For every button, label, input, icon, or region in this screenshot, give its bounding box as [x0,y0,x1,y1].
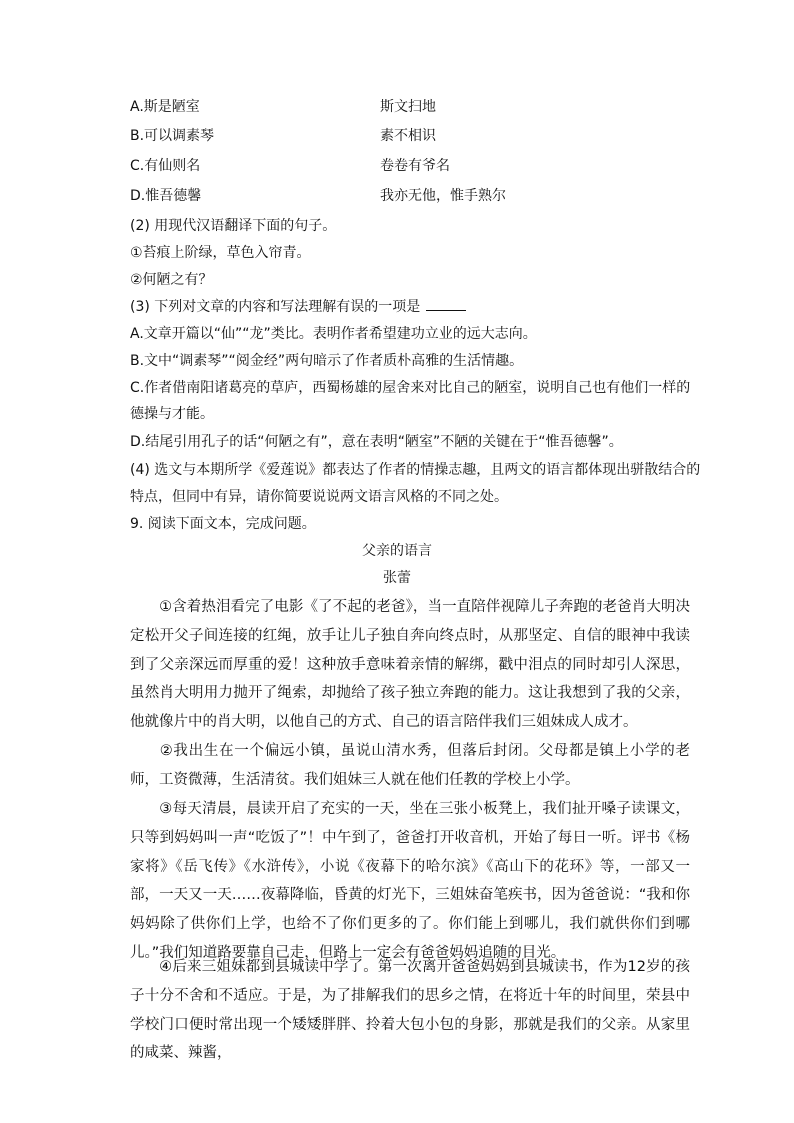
q4-line2: 特点，但同中有异，请你简要说说两文语言风格的不同之处。 [130,489,508,505]
option-b [130,126,436,146]
answer-blank[interactable] [426,298,466,311]
option-b-compare: 素不相识 [380,128,436,144]
article-title: 父亲的语言 [362,543,432,559]
option-d-label: D.惟吾德馨 [130,188,202,204]
q4-line1: (4) 选文与本期所学《爱莲说》都表达了作者的情操志趣，且两文的语言都体现出骈散结合的 [130,462,701,478]
q3-stem: (3) 下列对文章的内容和写法理解有误的一项是 [130,299,421,315]
paragraph-4-text: ④后来三姐妹都到县城读中学了。第一次离开爸爸妈妈到县城读书，作为12岁的孩子十分不舍和不适应。于是，为了排解我们的思乡之情，在将近十年的时间里，荣县中学校门口便时常出现一个矮矮胖胖、拎着大包小包的身影，那就是我们的父亲。从家里的咸菜、辣酱， [130,959,690,1062]
q3-option-c-line1: C.作者借南阳诸葛亮的草庐，西蜀杨雄的屋舍来对比自己的陋室，说明自己也有他们一样的 [130,380,691,396]
option-c [130,156,450,176]
paragraph-2-text: ②我出生在一个偏远小镇，虽说山清水秀，但落后封闭。父母都是镇上小学的老师，工资微薄，生活清贫。我们姐妹三人就在他们任教的学校上小学。 [130,743,690,788]
q9-heading: 9. 阅读下面文本，完成问题。 [130,516,316,532]
option-d-compare: 我亦无他，惟手熟尔 [380,188,506,204]
article-paragraph-2 [130,737,690,795]
article-paragraph-1 [130,593,690,737]
article-author: 张蕾 [383,570,411,586]
option-d [130,186,506,206]
q2-sentence-1: ①苔痕上阶绿，草色入帘青。 [130,245,311,261]
option-c-label: C.有仙则名 [130,158,201,174]
option-a-compare: 斯文扫地 [380,99,436,115]
option-a-label: A.斯是陋室 [130,99,200,115]
option-b-label: B.可以调素琴 [130,128,215,144]
paragraph-1-text: ①含着热泪看完了电影《了不起的老爸》，当一直陪伴视障儿子奔跑的老爸肖大明决定松开父子间连接的红绳，放手让儿子独自奔向终点时，从那坚定、自信的眼神中我读到了父亲深远而厚重的爱！这种放手意味着亲情的解绑，戳中泪点的同时却引人深思，虽然肖大明用力抛开了绳索，却抛给了孩子独立奔跑的能力。这让我想到了我的父亲，他就像片中的肖大明，以他自己的方式、自己的语言陪伴我们三姐妹成人成才。 [130,599,690,731]
q3-option-c-line2: 德操与才能。 [130,406,214,422]
q3-option-b: B.文中“调素琴”“阅金经”两句暗示了作者质朴高雅的生活情趣。 [130,353,524,369]
q2-sentence-2: ②何陋之有？ [130,272,213,288]
q3-stem-line [130,297,466,317]
option-a [130,97,436,117]
q3-option-d: D.结尾引用孔子的话“何陋之有”，意在表明“陋室”不陋的关键在于“惟吾德馨”。 [130,434,623,450]
option-c-compare: 卷卷有爷名 [380,158,450,174]
q2-stem: (2) 用现代汉语翻译下面的句子。 [130,218,337,234]
paragraph-3-text: ③每天清晨，晨读开启了充实的一天，坐在三张小板凳上，我们扯开嗓子读课文，只等到妈妈叫一声“吃饭了”！中午到了，爸爸打开收音机，开始了每日一听。评书《杨家将》《岳飞传》《水浒传》，小说《夜幕下的哈尔滨》《高山下的花环》等，一部又一部，一天又一天……夜幕降临，昏黄的灯光下，三姐妹奋笔疾书，因为爸爸说：“我和你妈妈除了供你们上学，也给不了你们更多的了。你们能上到哪儿，我们就供你们到哪儿。”我们知道路要靠自己走，但路上一定会有爸爸妈妈追随的目光。 [130,801,690,961]
article-paragraph-3 [130,795,690,968]
q3-option-a: A.文章开篇以“仙”“龙”类比。表明作者希望建功立业的远大志向。 [130,326,537,342]
article-paragraph-4 [130,953,690,1068]
